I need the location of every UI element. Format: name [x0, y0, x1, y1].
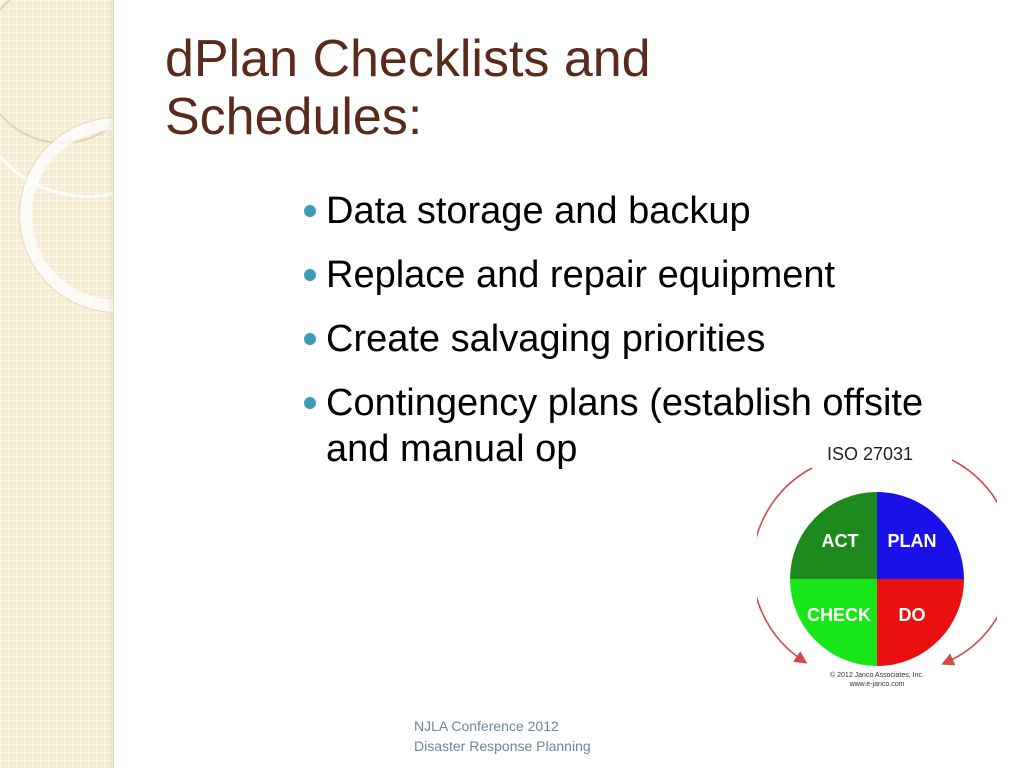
pdca-svg — [757, 440, 997, 690]
bullet-text: Contingency plans (establish offsite and manual op — [326, 382, 924, 470]
bullet-item — [300, 188, 1000, 234]
slide-footer — [414, 716, 591, 756]
quadrant-label-plan: PLAN — [887, 531, 937, 551]
bullet-item — [300, 252, 1000, 298]
slide-title — [165, 30, 865, 146]
footer-line2: Disaster Response Planning — [414, 738, 591, 754]
pdca-cycle-diagram — [757, 440, 997, 690]
bullet-dot-icon — [304, 333, 316, 345]
bullet-text: Data storage and backup — [326, 190, 751, 232]
slide-title-line2: Schedules: — [165, 88, 423, 146]
bullet-dot-icon — [304, 397, 316, 409]
quadrant-label-act: ACT — [821, 531, 859, 551]
quadrant-label-check: CHECK — [806, 605, 872, 625]
diagram-copyright: © 2012 Janco Associates, Inc. — [830, 672, 924, 679]
bullet-dot-icon — [304, 205, 316, 217]
slide-title-line1: dPlan Checklists and — [165, 30, 651, 88]
footer-line1: NJLA Conference 2012 — [414, 718, 559, 734]
bullet-item — [300, 316, 1000, 362]
quadrant-label-do: DO — [898, 605, 926, 625]
diagram-heading: ISO 27031 — [827, 444, 914, 464]
bullet-text: Create salvaging priorities — [326, 318, 766, 360]
diagram-url: www.e-janco.com — [849, 681, 905, 688]
decorative-sidebar — [0, 0, 114, 768]
bullet-dot-icon — [304, 269, 316, 281]
bullet-text: Replace and repair equipment — [326, 254, 836, 296]
